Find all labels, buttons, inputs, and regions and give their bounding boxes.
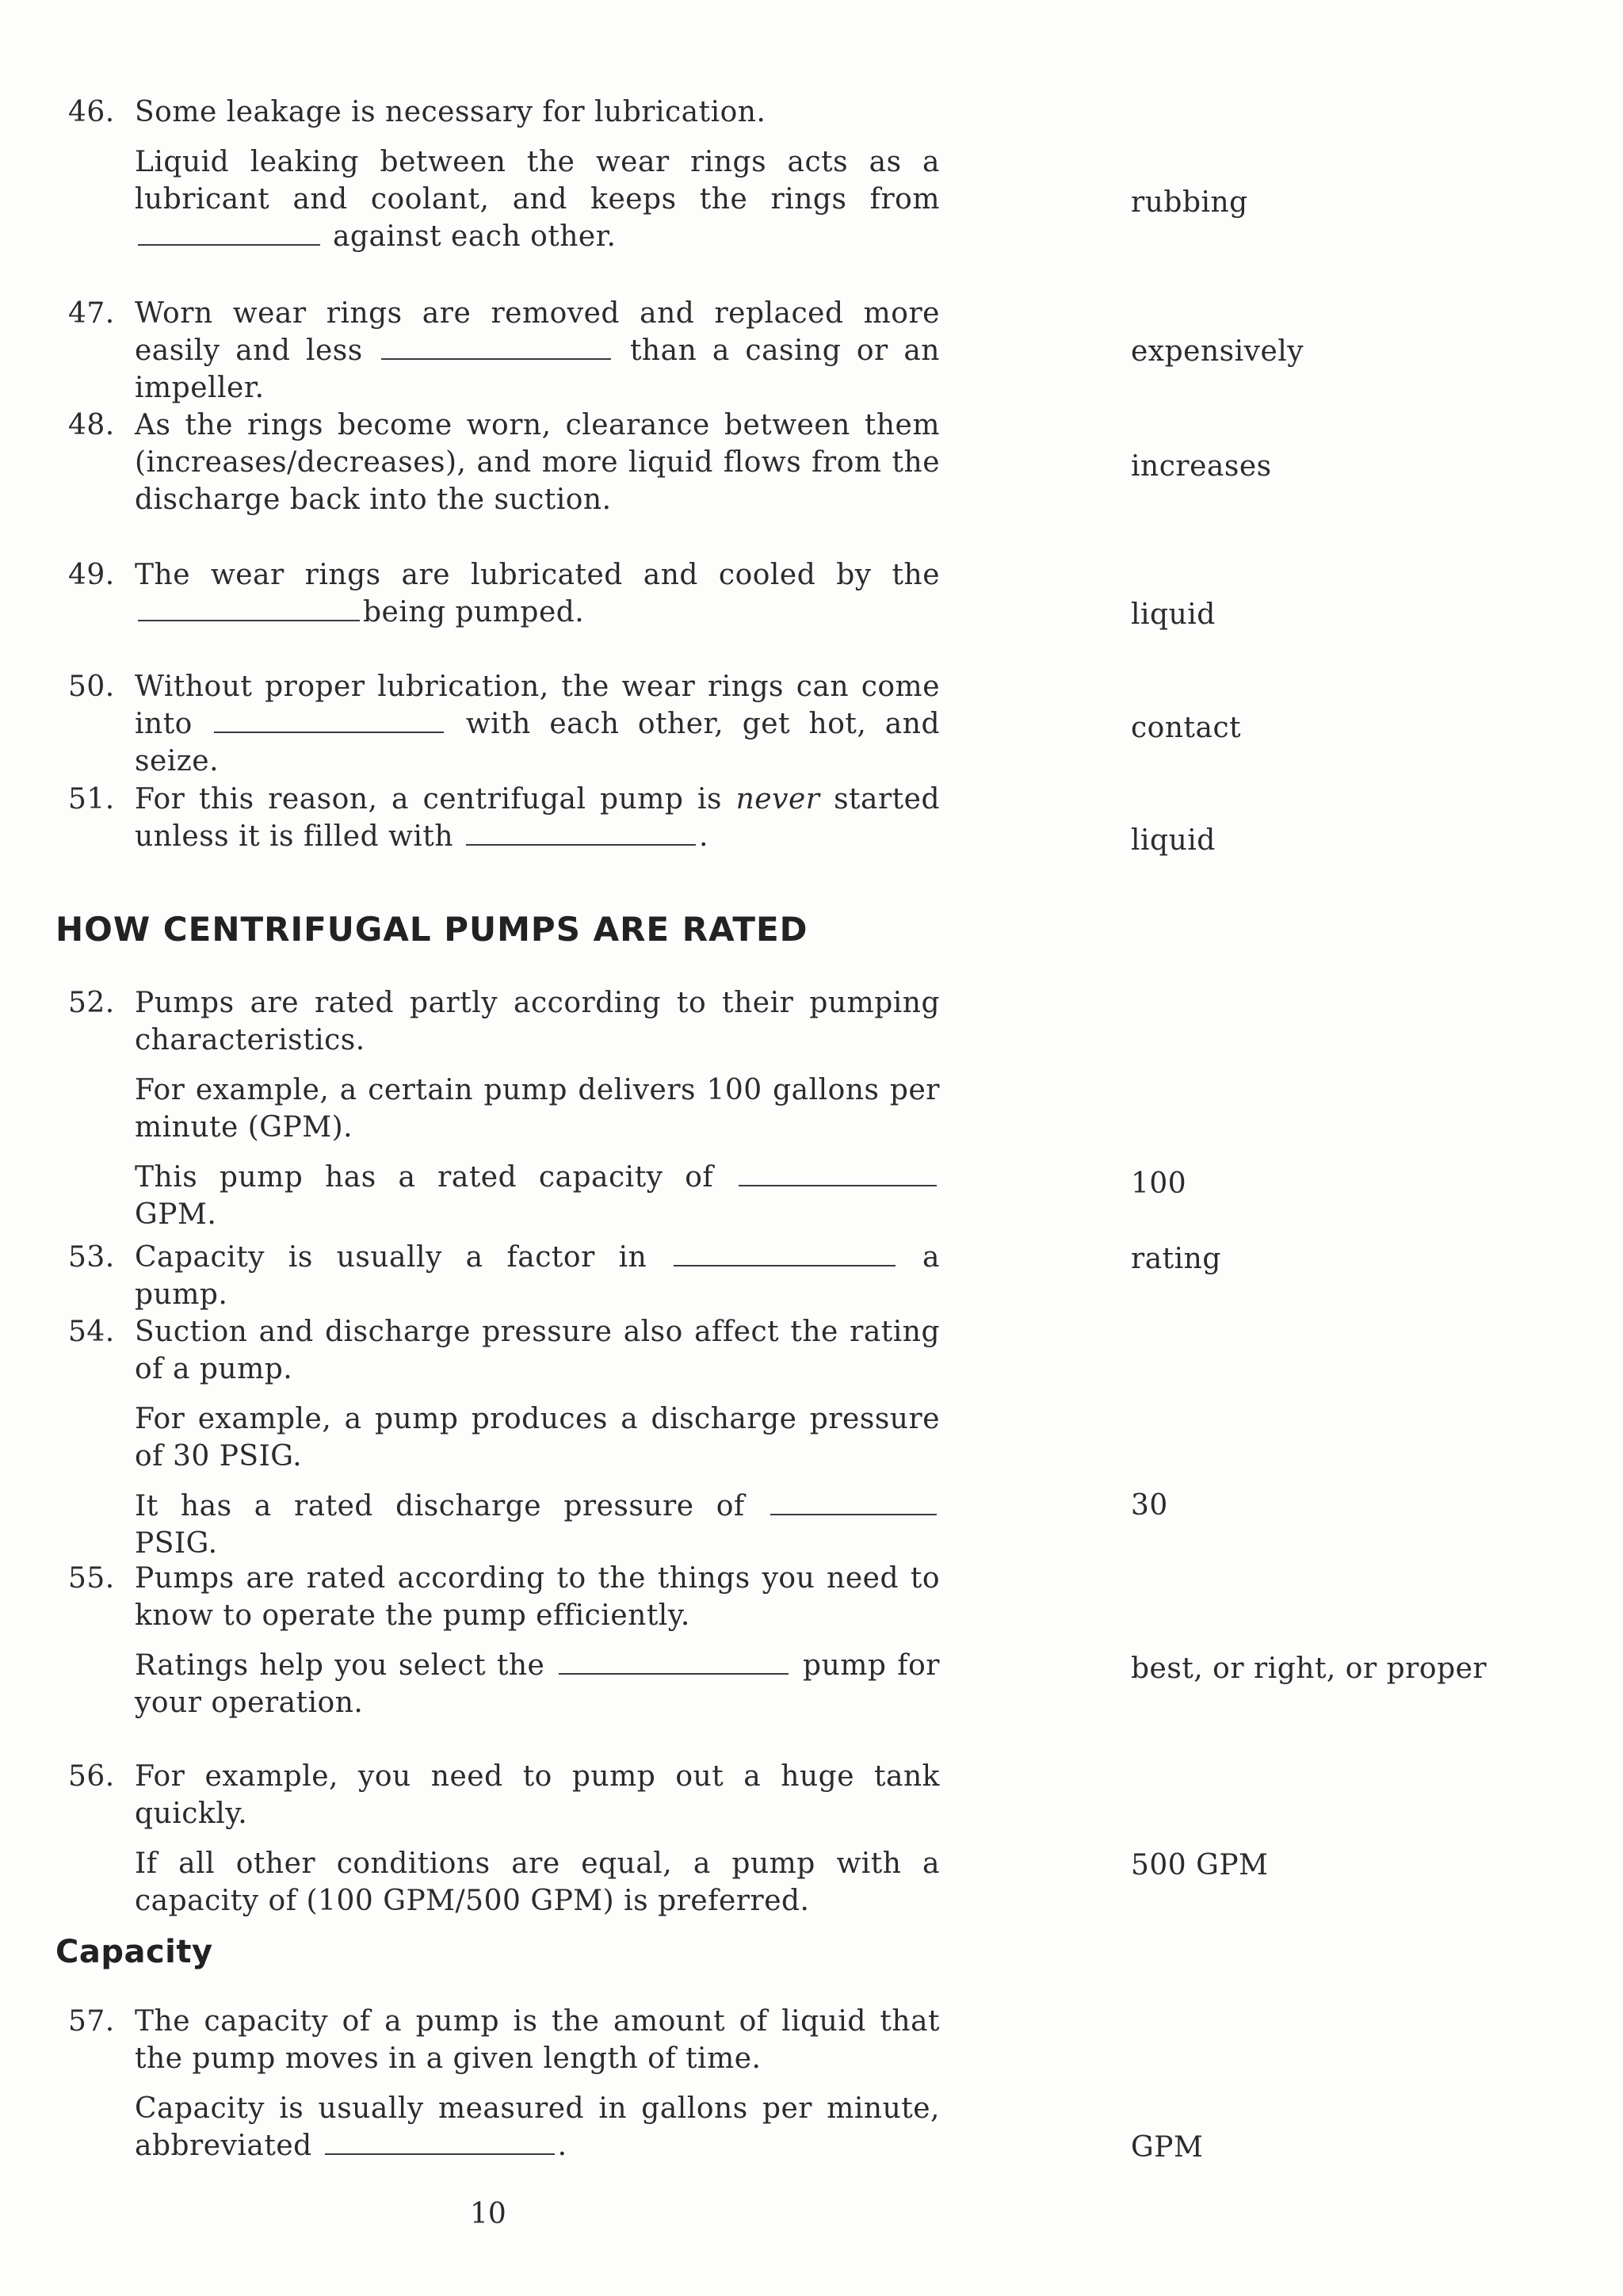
frame-text: Ratings help you select the pump for your operation. <box>135 1649 940 1719</box>
answer-blank <box>770 1490 937 1515</box>
frame-number: 57. <box>68 2005 115 2038</box>
frame-number: 50. <box>68 670 115 703</box>
answer-48: increases <box>1131 450 1272 483</box>
frame-number: 56. <box>68 1760 115 1793</box>
frame-text: Without proper lubrication, the wear rings can come into with each other, get hot, and seize. <box>135 670 940 777</box>
frame-number: 47. <box>68 297 115 330</box>
frame-47 <box>68 295 940 419</box>
frame-text: As the rings become worn, clearance between them (increases/decreases), and more liquid flows from the discharge back into the suction. <box>135 409 940 516</box>
frame-52 <box>68 984 940 1246</box>
frame-number: 53. <box>68 1241 115 1274</box>
answer-blank <box>739 1161 937 1186</box>
answer-blank <box>325 2130 555 2155</box>
answer-46: rubbing <box>1131 186 1248 219</box>
frame-text: Capacity is usually a factor in a pump. <box>135 1241 940 1311</box>
answer-49: liquid <box>1131 598 1216 631</box>
answer-blank <box>138 596 360 621</box>
answer-52: 100 <box>1131 1167 1187 1200</box>
frame-46 <box>68 94 940 268</box>
frame-number: 49. <box>68 559 115 591</box>
frame-text: This pump has a rated capacity of GPM. <box>135 1159 940 1233</box>
answer-blank <box>381 334 611 360</box>
frame-57 <box>68 2003 940 2177</box>
frame-text: If all other conditions are equal, a pump with a capacity of (100 GPM/500 GPM) is preferred. <box>135 1847 940 1917</box>
subsection-heading: Capacity <box>55 1934 213 1970</box>
frame-text: Worn wear rings are removed and replaced more easily and less than a casing or an impeller. <box>135 297 940 404</box>
answer-56: 500 GPM <box>1131 1849 1269 1881</box>
answer-blank <box>559 1649 789 1675</box>
frame-51 <box>68 781 940 868</box>
frame-text: For example, a certain pump delivers 100 gallons per minute (GPM). <box>135 1074 940 1144</box>
page-number: 10 <box>470 2198 506 2230</box>
frame-number: 52. <box>68 987 115 1019</box>
answer-blank <box>214 708 444 733</box>
frame-number: 55. <box>68 1562 115 1595</box>
answer-blank <box>138 220 320 246</box>
frame-text: Suction and discharge pressure also affect the rating of a pump. <box>135 1316 940 1385</box>
frame-text: For example, you need to pump out a huge tank quickly. <box>135 1760 940 1830</box>
answer-53: rating <box>1131 1243 1221 1275</box>
answer-55: best, or right, or proper <box>1131 1652 1487 1685</box>
frame-49 <box>68 556 940 644</box>
frame-text: Capacity is usually measured in gallons per minute, abbreviated . <box>135 2092 940 2162</box>
answer-51: liquid <box>1131 824 1216 857</box>
frame-50 <box>68 668 940 793</box>
frame-number: 46. <box>68 96 115 128</box>
answer-blank <box>674 1241 896 1266</box>
frame-text: Liquid leaking between the wear rings acts as a lubricant and coolant, and keeps the rings from against each other. <box>135 146 940 253</box>
frame-54 <box>68 1313 940 1575</box>
frame-text: For example, a pump produces a discharge pressure of 30 PSIG. <box>135 1403 940 1473</box>
answer-blank <box>466 820 696 846</box>
answer-57: GPM <box>1131 2131 1204 2164</box>
frame-text: Pumps are rated according to the things you need to know to operate the pump efficiently. <box>135 1562 940 1632</box>
section-heading: HOW CENTRIFUGAL PUMPS ARE RATED <box>55 910 808 949</box>
frame-text: The capacity of a pump is the amount of liquid that the pump moves in a given length of time. <box>135 2005 940 2075</box>
frame-55 <box>68 1560 940 1734</box>
frame-text: The wear rings are lubricated and cooled by the being pumped. <box>135 559 940 628</box>
frame-number: 48. <box>68 409 115 441</box>
frame-text: For this reason, a centrifugal pump is never started unless it is filled with . <box>135 783 940 853</box>
frame-56 <box>68 1758 940 1932</box>
answer-54: 30 <box>1131 1489 1168 1522</box>
frame-text: It has a rated discharge pressure of PSIG. <box>135 1488 940 1562</box>
frame-text: Some leakage is necessary for lubrication. <box>135 96 766 128</box>
frame-number: 51. <box>68 783 115 816</box>
answer-50: contact <box>1131 712 1242 744</box>
frame-48 <box>68 407 940 531</box>
answer-47: expensively <box>1131 335 1304 368</box>
frame-number: 54. <box>68 1316 115 1348</box>
frame-text: Pumps are rated partly according to their pumping characteristics. <box>135 987 940 1056</box>
